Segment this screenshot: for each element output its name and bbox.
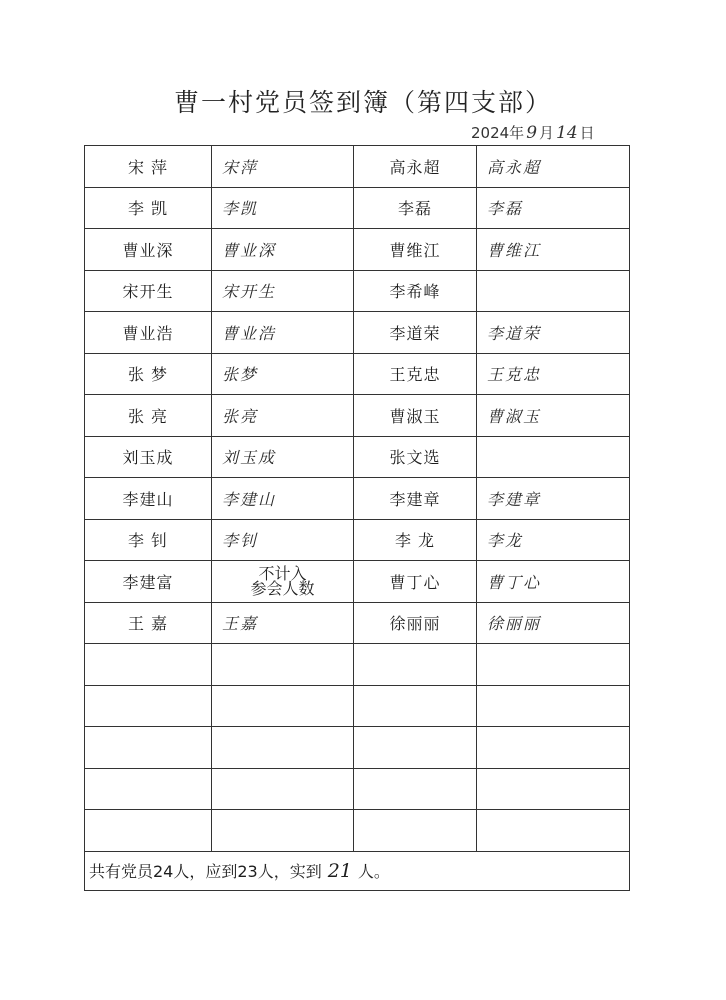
table-row bbox=[85, 146, 630, 188]
member-signature: 曹业浩 bbox=[212, 312, 354, 354]
empty-cell bbox=[85, 810, 212, 852]
empty-cell bbox=[477, 768, 630, 810]
exclusion-note-line1: 不计入 bbox=[258, 564, 307, 584]
page-title: 曹一村党员签到簿（第四支部） bbox=[173, 88, 552, 117]
member-name: 王 嘉 bbox=[85, 602, 212, 644]
table-row bbox=[85, 312, 630, 354]
member-signature: 徐丽丽 bbox=[477, 602, 630, 644]
table-row bbox=[85, 561, 630, 603]
member-name: 徐丽丽 bbox=[354, 602, 477, 644]
member-name: 曹维江 bbox=[354, 229, 477, 271]
empty-cell bbox=[477, 644, 630, 686]
summary-row bbox=[85, 851, 630, 890]
empty-cell bbox=[85, 727, 212, 769]
member-name: 宋 萍 bbox=[85, 146, 212, 188]
empty-row bbox=[85, 685, 630, 727]
empty-cell bbox=[212, 727, 354, 769]
exclusion-note-line2: 参会人数 bbox=[250, 579, 315, 599]
table-row bbox=[85, 270, 630, 312]
empty-row bbox=[85, 727, 630, 769]
member-name: 张文选 bbox=[354, 436, 477, 478]
member-signature: 张亮 bbox=[212, 395, 354, 437]
member-signature: 李凯 bbox=[212, 187, 354, 229]
member-signature: 高永超 bbox=[477, 146, 630, 188]
member-name: 曹业浩 bbox=[85, 312, 212, 354]
empty-cell bbox=[354, 768, 477, 810]
table-row bbox=[85, 602, 630, 644]
member-signature: 曹业深 bbox=[212, 229, 354, 271]
member-name: 李磊 bbox=[354, 187, 477, 229]
member-name: 李希峰 bbox=[354, 270, 477, 312]
member-name: 李 钊 bbox=[85, 519, 212, 561]
empty-cell bbox=[477, 685, 630, 727]
member-signature: 李建章 bbox=[477, 478, 630, 520]
member-signature: 李钊 bbox=[212, 519, 354, 561]
member-signature: 李龙 bbox=[477, 519, 630, 561]
empty-cell bbox=[477, 727, 630, 769]
table-row bbox=[85, 187, 630, 229]
table-row bbox=[85, 229, 630, 271]
member-signature: 刘玉成 bbox=[212, 436, 354, 478]
member-signature: 李道荣 bbox=[477, 312, 630, 354]
attendance-summary bbox=[85, 851, 630, 890]
date-year: 2024年 bbox=[471, 124, 525, 142]
summary-suffix: 人。 bbox=[357, 862, 390, 881]
member-signature: 李磊 bbox=[477, 187, 630, 229]
member-name: 李 凯 bbox=[85, 187, 212, 229]
empty-row bbox=[85, 810, 630, 852]
table-row bbox=[85, 395, 630, 437]
member-name: 宋开生 bbox=[85, 270, 212, 312]
empty-cell bbox=[85, 685, 212, 727]
table-row bbox=[85, 436, 630, 478]
empty-cell bbox=[85, 768, 212, 810]
member-signature bbox=[477, 270, 630, 312]
date-day-handwritten: 14 bbox=[556, 123, 578, 143]
member-name: 刘玉成 bbox=[85, 436, 212, 478]
member-signature: 李建山 bbox=[212, 478, 354, 520]
empty-row bbox=[85, 768, 630, 810]
member-signature: 曹丁心 bbox=[477, 561, 630, 603]
empty-cell bbox=[212, 810, 354, 852]
empty-cell bbox=[212, 685, 354, 727]
summary-actual-handwritten: 21 bbox=[327, 860, 352, 882]
attendance-table bbox=[84, 145, 630, 891]
member-name: 曹丁心 bbox=[354, 561, 477, 603]
member-name: 张 亮 bbox=[85, 395, 212, 437]
empty-row bbox=[85, 644, 630, 686]
member-name: 李建章 bbox=[354, 478, 477, 520]
member-signature: 宋开生 bbox=[212, 270, 354, 312]
date-month-unit: 月 bbox=[539, 124, 555, 142]
member-name: 李建富 bbox=[85, 561, 212, 603]
summary-prefix: 共有党员24人，应到23人，实到 bbox=[89, 862, 322, 881]
member-name: 张 梦 bbox=[85, 353, 212, 395]
member-name: 王克忠 bbox=[354, 353, 477, 395]
date-day-unit: 日 bbox=[579, 124, 595, 142]
table-row bbox=[85, 519, 630, 561]
empty-cell bbox=[354, 685, 477, 727]
exclusion-note bbox=[212, 561, 354, 603]
member-name: 曹业深 bbox=[85, 229, 212, 271]
empty-cell bbox=[212, 768, 354, 810]
table-row bbox=[85, 353, 630, 395]
member-name: 李道荣 bbox=[354, 312, 477, 354]
member-signature: 张梦 bbox=[212, 353, 354, 395]
member-signature: 曹维江 bbox=[477, 229, 630, 271]
member-signature: 曹淑玉 bbox=[477, 395, 630, 437]
table-row bbox=[85, 478, 630, 520]
member-signature bbox=[477, 436, 630, 478]
empty-cell bbox=[354, 727, 477, 769]
member-name: 李建山 bbox=[85, 478, 212, 520]
empty-cell bbox=[354, 644, 477, 686]
sign-in-date bbox=[471, 122, 595, 143]
empty-cell bbox=[354, 810, 477, 852]
date-month-handwritten: 9 bbox=[526, 123, 538, 143]
member-name: 曹淑玉 bbox=[354, 395, 477, 437]
member-signature: 王克忠 bbox=[477, 353, 630, 395]
member-signature: 王嘉 bbox=[212, 602, 354, 644]
member-signature: 宋萍 bbox=[212, 146, 354, 188]
member-name: 李 龙 bbox=[354, 519, 477, 561]
empty-cell bbox=[212, 644, 354, 686]
empty-cell bbox=[85, 644, 212, 686]
empty-cell bbox=[477, 810, 630, 852]
member-name: 高永超 bbox=[354, 146, 477, 188]
